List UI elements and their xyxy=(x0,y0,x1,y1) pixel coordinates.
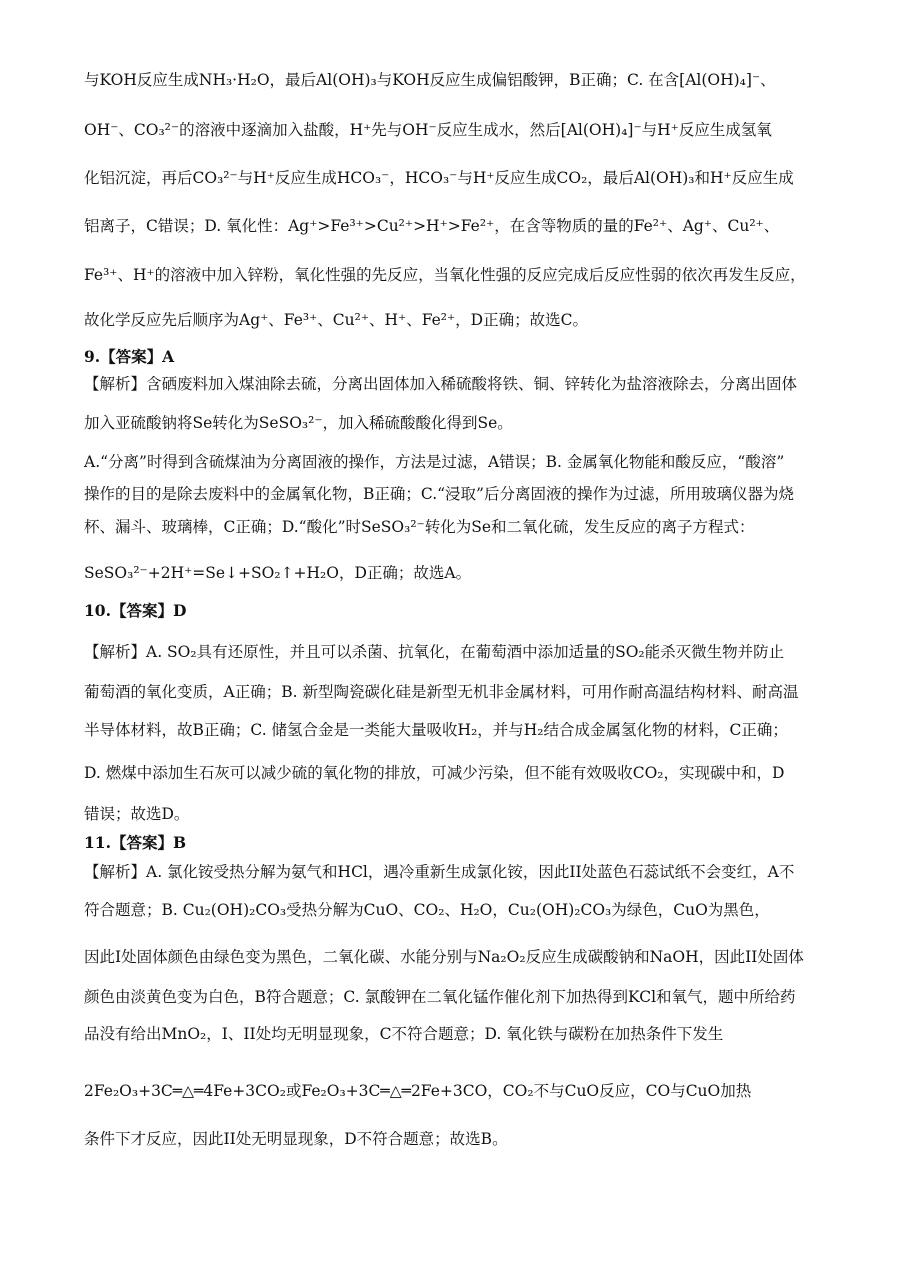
text-line: 【解析】A. 氯化铵受热分解为氨气和HCl，遇冷重新生成氯化铵，因此II处蓝色石蕊试纸不会变红，A不 xyxy=(84,863,795,881)
text-line: 葡萄酒的氧化变质，A正确；B. 新型陶瓷碳化硅是新型无机非金属材料，可用作耐高温结构材料、耐高温 xyxy=(84,683,799,701)
text-line: 符合题意；B. Cu₂(OH)₂CO₃受热分解为CuO、CO₂、H₂O，Cu₂(OH)₂CO₃为绿色，CuO为黑色， xyxy=(84,901,770,919)
text-line: 2Fe₂O₃+3C═△═4Fe+3CO₂或Fe₂O₃+3C═△═2Fe+3CO，CO₂不与CuO反应，CO与CuO加热 xyxy=(84,1082,752,1100)
text-line: 与KOH反应生成NH₃·H₂O，最后Al(OH)₃与KOH反应生成偏铝酸钾，B正确；C. 在含[Al(OH)₄]⁻、 xyxy=(84,71,776,89)
text-line: 操作的目的是除去废料中的金属氧化物，B正确；C.“浸取”后分离固液的操作为过滤，所用玻璃仪器为烧 xyxy=(84,485,794,503)
text-line: SeSO₃²⁻+2H⁺=Se↓+SO₂↑+H₂O，D正确；故选A。 xyxy=(84,564,472,582)
text-line: 铝离子，C错误；D. 氧化性：Ag⁺>Fe³⁺>Cu²⁺>H⁺>Fe²⁺，在含等物质的量的Fe²⁺、Ag⁺、Cu²⁺、 xyxy=(84,217,780,235)
answer-heading: 11.【答案】B xyxy=(84,833,187,852)
text-line: 条件下才反应，因此II处无明显现象，D不符合题意；故选B。 xyxy=(84,1130,508,1148)
answer-heading: 10.【答案】D xyxy=(84,601,187,620)
text-line: 故化学反应先后顺序为Ag⁺、Fe³⁺、Cu²⁺、H⁺、Fe²⁺，D正确；故选C。 xyxy=(84,311,588,329)
text-line: 杯、漏斗、玻璃棒，C正确；D.“酸化”时SeSO₃²⁻转化为Se和二氧化硫，发生反应的离子方程式： xyxy=(84,518,755,536)
text-line: 化铝沉淀，再后CO₃²⁻与H⁺反应生成HCO₃⁻，HCO₃⁻与H⁺反应生成CO₂，最后Al(OH)₃和H⁺反应生成 xyxy=(84,169,794,187)
text-line: 错误；故选D。 xyxy=(84,805,190,823)
text-line: 【解析】A. SO₂具有还原性，并且可以杀菌、抗氧化，在葡萄酒中添加适量的SO₂能杀灭微生物并防止 xyxy=(84,643,785,661)
text-line: 颜色由淡黄色变为白色，B符合题意；C. 氯酸钾在二氧化锰作催化剂下加热得到KCl和氧气，题中所给药 xyxy=(84,988,796,1006)
text-line: 半导体材料，故B正确；C. 储氢合金是一类能大量吸收H₂，并与H₂结合成金属氢化物的材料，C正确； xyxy=(84,721,788,739)
text-line: 因此I处固体颜色由绿色变为黑色，二氧化碳、水能分别与Na₂O₂反应生成碳酸钠和NaOH，因此II处固体 xyxy=(84,948,804,966)
text-line: 加入亚硫酸钠将Se转化为SeSO₃²⁻，加入稀硫酸酸化得到Se。 xyxy=(84,414,513,432)
text-line: D. 燃煤中添加生石灰可以减少硫的氧化物的排放，可减少污染，但不能有效吸收CO₂，实现碳中和，D xyxy=(84,764,785,782)
text-line: 品没有给出MnO₂，I、II处均无明显现象，C不符合题意；D. 氧化铁与碳粉在加热条件下发生 xyxy=(84,1025,724,1043)
text-line: A.“分离”时得到含硫煤油为分离固液的操作，方法是过滤，A错误；B. 金属氧化物能和酸反应，“酸溶” xyxy=(84,453,785,471)
text-line: 【解析】含硒废料加入煤油除去硫，分离出固体加入稀硫酸将铁、铜、锌转化为盐溶液除去，分离出固体 xyxy=(84,375,798,393)
text-line: OH⁻、CO₃²⁻的溶液中逐滴加入盐酸，H⁺先与OH⁻反应生成水，然后[Al(OH)₄]⁻与H⁺反应生成氢氧 xyxy=(84,121,772,139)
text-line: Fe³⁺、H⁺的溶液中加入锌粉，氧化性强的先反应，当氧化性强的反应完成后反应性弱的依次再发生反应， xyxy=(84,266,806,284)
answer-heading: 9.【答案】A xyxy=(84,347,175,366)
